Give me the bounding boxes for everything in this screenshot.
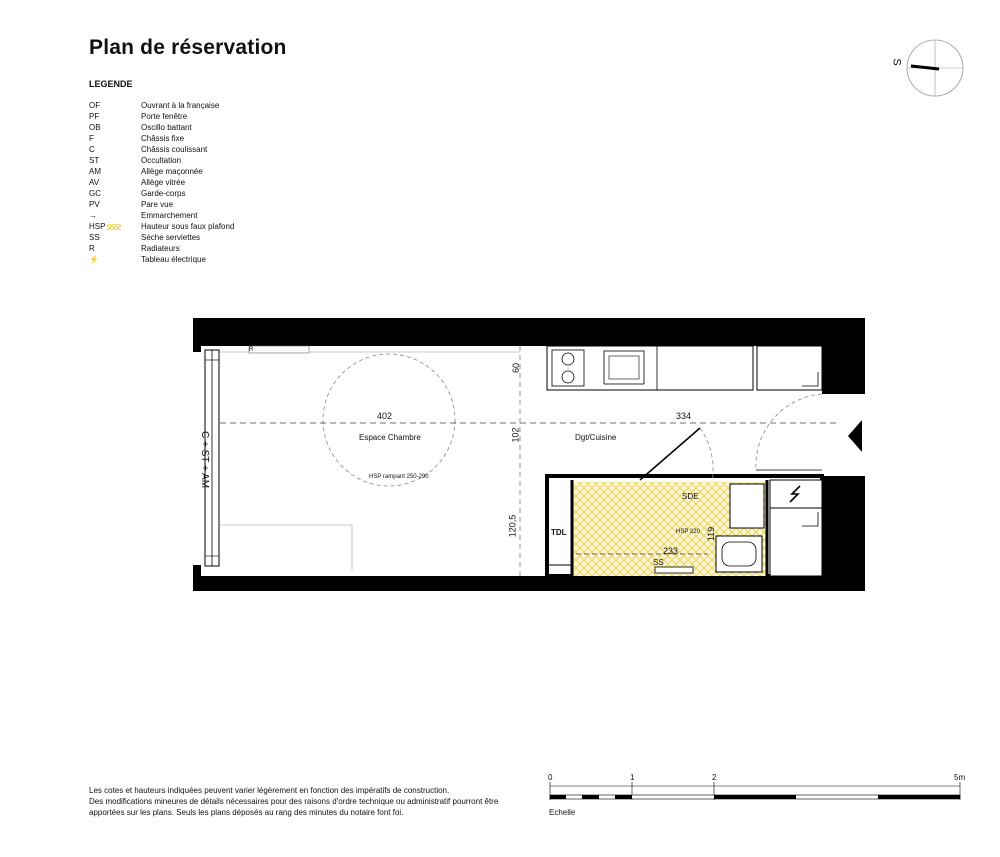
- wall-right-top: [822, 318, 865, 394]
- legend-label: Hauteur sous faux plafond: [141, 222, 235, 231]
- legend-label: Pare vue: [141, 200, 174, 209]
- wall-left-top: [193, 318, 201, 352]
- disclaimer-notes: [89, 785, 509, 818]
- legend-label: Garde-corps: [141, 189, 186, 198]
- legend-label: Porte fenêtre: [141, 112, 188, 121]
- shower: [730, 484, 764, 528]
- legend-code: SS: [89, 233, 100, 242]
- legend-code-text: HSP: [89, 222, 106, 231]
- washbasin: [716, 536, 762, 572]
- closet-bottom: [770, 508, 822, 576]
- bathroom-door-swing: [700, 428, 713, 482]
- legend-code: PV: [89, 200, 100, 209]
- room-bedroom: Espace Chambre: [359, 433, 421, 442]
- legend-code: R: [89, 244, 95, 253]
- legend-label: Allège maçonnée: [141, 167, 203, 176]
- towel-dryer: [655, 567, 693, 573]
- legend-code: AV: [89, 178, 100, 187]
- legend-code: ST: [89, 156, 100, 165]
- scale-tick-label: 0: [548, 773, 553, 782]
- note-line: Des modifications mineures de détails nécessaires pour des raisons d'ordre technique ou administratif pourront être: [89, 797, 499, 806]
- legend-label: Châssis coulissant: [141, 145, 208, 154]
- note-line: Les cotes et hauteurs indiquées peuvent varier légèrement en fonction des impératifs de construction.: [89, 786, 450, 795]
- legend-code: F: [89, 134, 94, 143]
- legend-code: AM: [89, 167, 101, 176]
- dim-kitchen-length: 334: [676, 411, 692, 421]
- legend-code: OF: [89, 101, 101, 110]
- dim-storage-depth: 120,5: [507, 514, 518, 538]
- legend-code: PF: [89, 112, 100, 121]
- dim-bathroom-depth: 119: [706, 526, 717, 542]
- legend-label: Oscillo battant: [141, 123, 192, 132]
- scale-tick-label: 5m: [954, 773, 966, 782]
- compass-label: S: [890, 58, 903, 66]
- entry-door-swing: [756, 394, 822, 470]
- wall-left-bottom: [193, 565, 201, 591]
- dim-bathroom-width: 233: [663, 546, 679, 556]
- cooktop: [552, 350, 584, 386]
- hsp-bathroom: HSP 220: [676, 529, 700, 535]
- dim-corridor-width: 102: [510, 427, 521, 443]
- radiator-tag: R: [249, 347, 254, 353]
- towel-dryer-label: SS: [653, 558, 664, 567]
- legend-label: Ouvrant à la française: [141, 101, 220, 110]
- radiator: [249, 346, 309, 353]
- legend-code: →: [89, 211, 97, 220]
- legend-label: Châssis fixe: [141, 134, 185, 143]
- legend-label: Radiateurs: [141, 244, 180, 253]
- dim-kitchen-depth: 60: [511, 362, 522, 374]
- legend-label: Tableau électrique: [141, 255, 206, 264]
- legend-label: Occultation: [141, 156, 182, 165]
- window-label: C + ST + AM: [199, 430, 211, 489]
- legend-heading: LEGENDE: [89, 79, 133, 89]
- dim-bedroom-length: 402: [377, 411, 393, 421]
- page-title: Plan de réservation: [89, 36, 287, 59]
- scale-tick-label: 2: [712, 773, 717, 782]
- legend-code: OB: [89, 123, 101, 132]
- room-kitchen: Dgt/Cuisine: [575, 433, 617, 442]
- legend-label: Allège vitrée: [141, 178, 186, 187]
- wall-right-bottom: [822, 476, 865, 591]
- wall-top: [193, 318, 865, 346]
- legend-label: Emmarchement: [141, 211, 198, 220]
- legend-code: GC: [89, 189, 101, 198]
- legend-code: C: [89, 145, 95, 154]
- legend-label: Sèche serviettes: [141, 233, 201, 242]
- scale-caption: Echelle: [549, 808, 576, 817]
- room-storage: TDL: [551, 528, 567, 537]
- scale-tick-label: 1: [630, 773, 635, 782]
- room-bathroom: SDE: [682, 492, 699, 501]
- closet-top: [757, 346, 822, 390]
- legend-code: ⚡: [89, 255, 99, 264]
- hsp-bedroom: HSP rampant 250-290: [369, 474, 429, 480]
- entry-arrow-icon: [848, 420, 862, 452]
- wall-bottom: [193, 576, 865, 591]
- note-line: apportées sur les plans. Seuls les plans déposés au rang des minutes du notaire font foi.: [89, 808, 404, 817]
